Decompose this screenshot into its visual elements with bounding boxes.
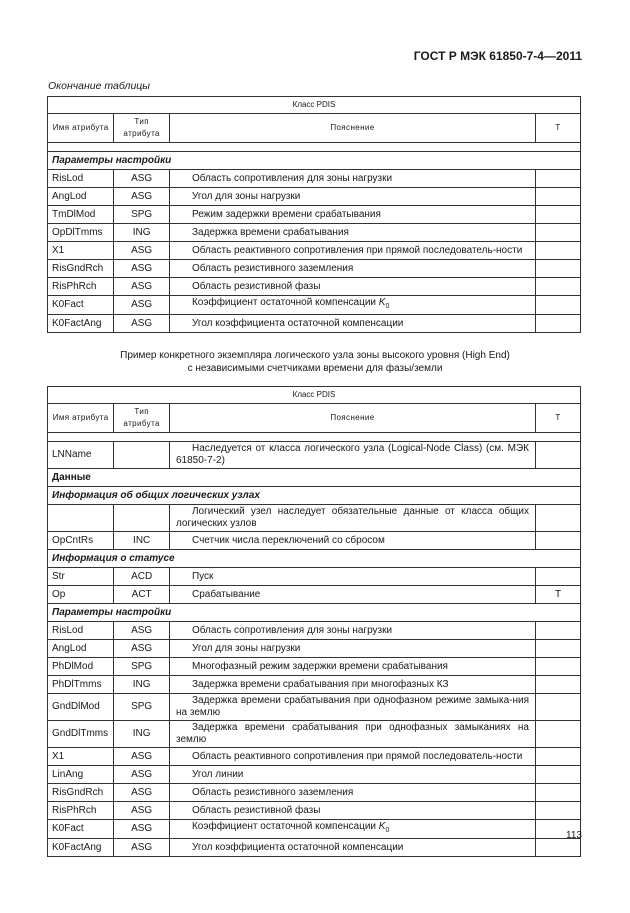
attr-t — [535, 839, 580, 857]
attr-name: RisGndRch — [48, 260, 114, 278]
attr-type — [114, 505, 170, 532]
table-row — [48, 784, 581, 802]
attr-name: X1 — [48, 242, 114, 260]
attr-desc: Область сопротивления для зоны нагрузки — [169, 170, 535, 188]
attr-desc: Область реактивного сопротивления при прямой последователь-ности — [169, 748, 535, 766]
attr-name: PhDlMod — [48, 658, 114, 676]
attr-desc: Угол линии — [169, 766, 535, 784]
attr-t — [535, 188, 580, 206]
attr-name: RisGndRch — [48, 784, 114, 802]
attr-desc: Задержка времени срабатывания при однофазном режиме замыка-ния на землю — [169, 694, 535, 721]
attr-t — [535, 532, 580, 550]
attr-name: AngLod — [48, 188, 114, 206]
attr-desc: Срабатывание — [169, 586, 535, 604]
attr-type: ASG — [114, 296, 170, 315]
section-common-info: Информация об общих логических узлах — [48, 487, 581, 505]
table-row — [48, 278, 581, 296]
attr-t — [535, 802, 580, 820]
table-row — [48, 315, 581, 333]
attr-type: ING — [114, 676, 170, 694]
attr-type: ACT — [114, 586, 170, 604]
attr-t — [535, 640, 580, 658]
attr-t — [535, 568, 580, 586]
attr-desc: Область резистивного заземления — [169, 784, 535, 802]
attr-name: K0FactAng — [48, 839, 114, 857]
col-header-type: Тип атрибута — [114, 404, 170, 433]
page-number: 113 — [566, 830, 582, 841]
attr-type: SPG — [114, 206, 170, 224]
table-row — [48, 721, 581, 748]
table-row — [48, 206, 581, 224]
table-row — [48, 224, 581, 242]
attr-desc: Область реактивного сопротивления при прямой последователь-ности — [169, 242, 535, 260]
attr-name: OpCntRs — [48, 532, 114, 550]
attr-type: ASG — [114, 802, 170, 820]
attr-type: ASG — [114, 170, 170, 188]
attr-desc: Задержка времени срабатывания при многофазных КЗ — [169, 676, 535, 694]
attr-type: ASG — [114, 766, 170, 784]
attr-desc: Угол коэффициента остаточной компенсации — [169, 839, 535, 857]
attr-type: SPG — [114, 694, 170, 721]
attr-t — [535, 170, 580, 188]
attr-type — [114, 442, 170, 469]
attr-name: PhDlTmms — [48, 676, 114, 694]
attr-t — [535, 622, 580, 640]
attr-desc: Угол коэффициента остаточной компенсации — [169, 315, 535, 333]
attr-name: X1 — [48, 748, 114, 766]
table-row — [48, 568, 581, 586]
table-row — [48, 676, 581, 694]
col-header-desc: Пояснение — [169, 114, 535, 143]
col-header-type: Тип атрибута — [114, 114, 170, 143]
table-row — [48, 296, 581, 315]
class-label: Класс PDIS — [48, 387, 581, 404]
attr-t: T — [535, 586, 580, 604]
attr-desc: Наследуется от класса логического узла (Logical-Node Class) (см. МЭК 61850-7-2) — [169, 442, 535, 469]
attr-name: AngLod — [48, 640, 114, 658]
col-header-name: Имя атрибута — [48, 114, 114, 143]
attr-desc: Многофазный режим задержки времени срабатывания — [169, 658, 535, 676]
attr-type: ASG — [114, 748, 170, 766]
attr-name: RisPhRch — [48, 802, 114, 820]
attr-desc: Задержка времени срабатывания при однофазных замыканиях на землю — [169, 721, 535, 748]
settings-rows — [48, 622, 581, 857]
attr-name — [48, 505, 114, 532]
col-header-t: Т — [535, 404, 580, 433]
section-data: Данные — [48, 469, 581, 487]
attr-type: ASG — [114, 260, 170, 278]
table-row — [48, 170, 581, 188]
attr-t — [535, 206, 580, 224]
table-row — [48, 658, 581, 676]
attr-name: OpDlTmms — [48, 224, 114, 242]
table-pdis-high-end — [47, 386, 581, 857]
attr-desc: Счетчик числа переключений со сбросом — [169, 532, 535, 550]
attr-name: K0Fact — [48, 820, 114, 839]
table-row — [48, 748, 581, 766]
attr-desc: Область резистивного заземления — [169, 260, 535, 278]
attr-name: RisLod — [48, 622, 114, 640]
attr-desc: Область резистивной фазы — [169, 278, 535, 296]
attr-desc: Коэффициент остаточной компенсации $K_0$ — [169, 296, 535, 315]
table1-body — [48, 170, 581, 333]
attr-type: INC — [114, 532, 170, 550]
k-subscript: 0 — [385, 303, 390, 310]
attr-type: ACD — [114, 568, 170, 586]
col-header-t: Т — [535, 114, 580, 143]
table-row — [48, 622, 581, 640]
attr-name: LinAng — [48, 766, 114, 784]
attr-type: ASG — [114, 315, 170, 333]
attr-t — [535, 694, 580, 721]
attr-name: RisPhRch — [48, 278, 114, 296]
attr-t — [535, 242, 580, 260]
attr-t — [535, 260, 580, 278]
attr-desc: Угол для зоны нагрузки — [169, 640, 535, 658]
attr-desc: Область резистивной фазы — [169, 802, 535, 820]
attr-type: ING — [114, 224, 170, 242]
attr-desc: Пуск — [169, 568, 535, 586]
table-row — [48, 505, 581, 532]
attr-type: ASG — [114, 640, 170, 658]
attr-type: ASG — [114, 820, 170, 839]
class-label: Класс PDIS — [48, 97, 581, 114]
section-settings: Параметры настройки — [48, 152, 581, 170]
example-description — [0, 349, 630, 375]
table-row — [48, 188, 581, 206]
col-header-desc: Пояснение — [169, 404, 535, 433]
attr-t — [535, 784, 580, 802]
table-row — [48, 586, 581, 604]
attr-t — [535, 676, 580, 694]
attr-desc: Область сопротивления для зоны нагрузки — [169, 622, 535, 640]
attr-type: ASG — [114, 278, 170, 296]
attr-name: RisLod — [48, 170, 114, 188]
attr-t — [535, 224, 580, 242]
attr-name: Op — [48, 586, 114, 604]
example-line-2: с независимыми счетчиками времени для фазы/земли — [187, 363, 443, 374]
attr-type: ASG — [114, 622, 170, 640]
common-rows — [48, 505, 581, 550]
attr-t — [535, 296, 580, 315]
table-row — [48, 242, 581, 260]
attr-t — [535, 748, 580, 766]
attr-type: ING — [114, 721, 170, 748]
k-symbol: K — [378, 297, 386, 308]
attr-name: GndDlTmms — [48, 721, 114, 748]
section-settings: Параметры настройки — [48, 604, 581, 622]
attr-type: ASG — [114, 242, 170, 260]
attr-desc: Режим задержки времени срабатывания — [169, 206, 535, 224]
attr-type: ASG — [114, 784, 170, 802]
attr-t — [535, 505, 580, 532]
attr-type: SPG — [114, 658, 170, 676]
document-id: ГОСТ Р МЭК 61850-7-4—2011 — [413, 49, 582, 63]
spacer-row — [48, 143, 581, 152]
table-pdis-end — [47, 96, 581, 333]
k-symbol: K — [378, 821, 386, 832]
attr-desc: Логический узел наследует обязательные данные от класса общих логических узлов — [169, 505, 535, 532]
table-row — [48, 694, 581, 721]
section-status-info: Информация о статусе — [48, 550, 581, 568]
attr-t — [535, 278, 580, 296]
attr-name: TmDlMod — [48, 206, 114, 224]
status-rows — [48, 568, 581, 604]
k-subscript: 0 — [385, 827, 390, 834]
attr-name: K0Fact — [48, 296, 114, 315]
attr-desc: Задержка времени срабатывания — [169, 224, 535, 242]
table-row — [48, 532, 581, 550]
attr-t — [535, 442, 580, 469]
example-line-1: Пример конкретного экземпляра логического узла зоны высокого уровня (High End) — [120, 350, 510, 361]
col-header-name: Имя атрибута — [48, 404, 114, 433]
attr-name: K0FactAng — [48, 315, 114, 333]
attr-t — [535, 766, 580, 784]
attr-desc: Коэффициент остаточной компенсации $K_0$ — [169, 820, 535, 839]
attr-t — [535, 658, 580, 676]
attr-name: Str — [48, 568, 114, 586]
table-row — [48, 802, 581, 820]
table-row — [48, 766, 581, 784]
table-caption: Окончание таблицы — [48, 80, 151, 92]
spacer-row — [48, 433, 581, 442]
table-row — [48, 640, 581, 658]
table-row — [48, 839, 581, 857]
table-row — [48, 260, 581, 278]
attr-t — [535, 315, 580, 333]
attr-type: ASG — [114, 188, 170, 206]
attr-type: ASG — [114, 839, 170, 857]
attr-name: LNName — [48, 442, 114, 469]
attr-desc: Угол для зоны нагрузки — [169, 188, 535, 206]
attr-name: GndDlMod — [48, 694, 114, 721]
attr-t — [535, 721, 580, 748]
table-row — [48, 442, 581, 469]
table-row — [48, 820, 581, 839]
